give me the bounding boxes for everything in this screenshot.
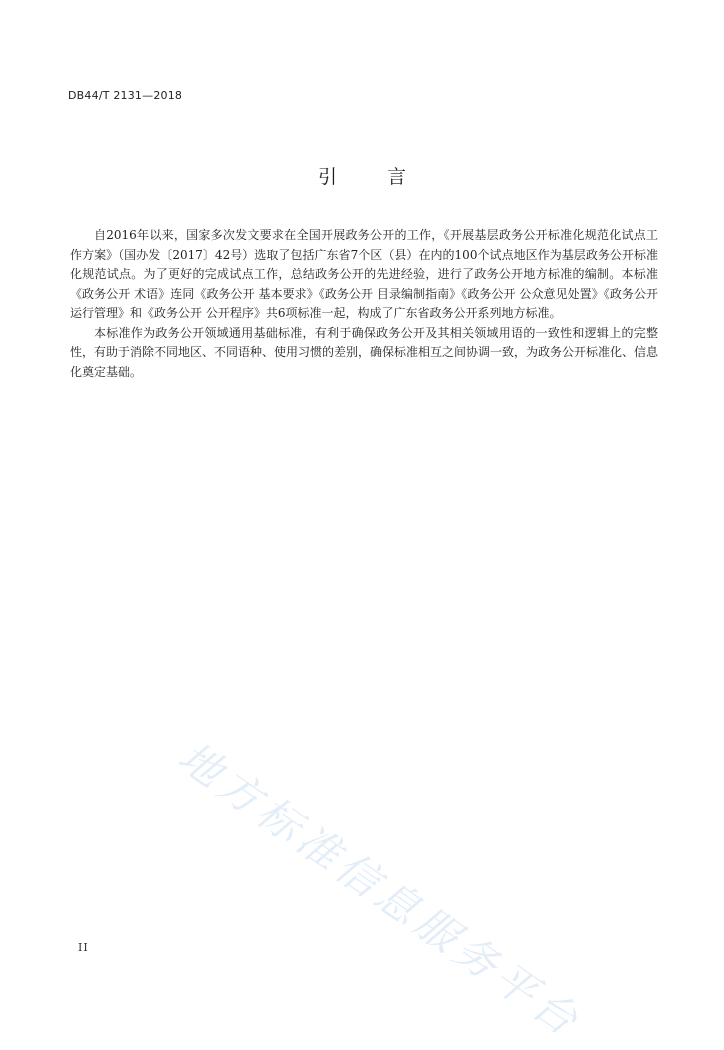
paragraph-2: 本标准作为政务公开领域通用基础标准，有利于确保政务公开及其相关领域用语的一致性和逻辑上的完整性，有助于消除不同地区、不同语种、使用习惯的差别，确保标准相互之间协调一致，为政务公开标准化、信息化奠定基础。: [70, 325, 659, 379]
watermark: 地方标准信息服务平台: [169, 731, 591, 1048]
paragraph-1: 自2016年以来，国家多次发文要求在全国开展政务公开的工作，《开展基层政务公开标准化规范化试点工作方案》（国办发〔2017〕42号）选取了包括广东省7个区（县）在内的100个试点地区作为基层政务公开标准化规范试点。为了更好的完成试点工作，总结政务公开的先进经验，进行了政务公开地方标准的编制。本标准《政务公开 术语》连同《政务公开 基本要求》《政务公开 目录编制指南》《政务公开 公众意见处置》《政务公开 运行管理》和《政务公开 公开程序》共6项标准一起，构成了广东省政务公开系列地方标准。: [70, 228, 658, 320]
section-title: 引 言: [317, 166, 429, 188]
standard-code: DB44/T 2131—2018: [68, 89, 183, 102]
page-number: II: [78, 941, 89, 954]
introduction-body: [70, 226, 658, 382]
